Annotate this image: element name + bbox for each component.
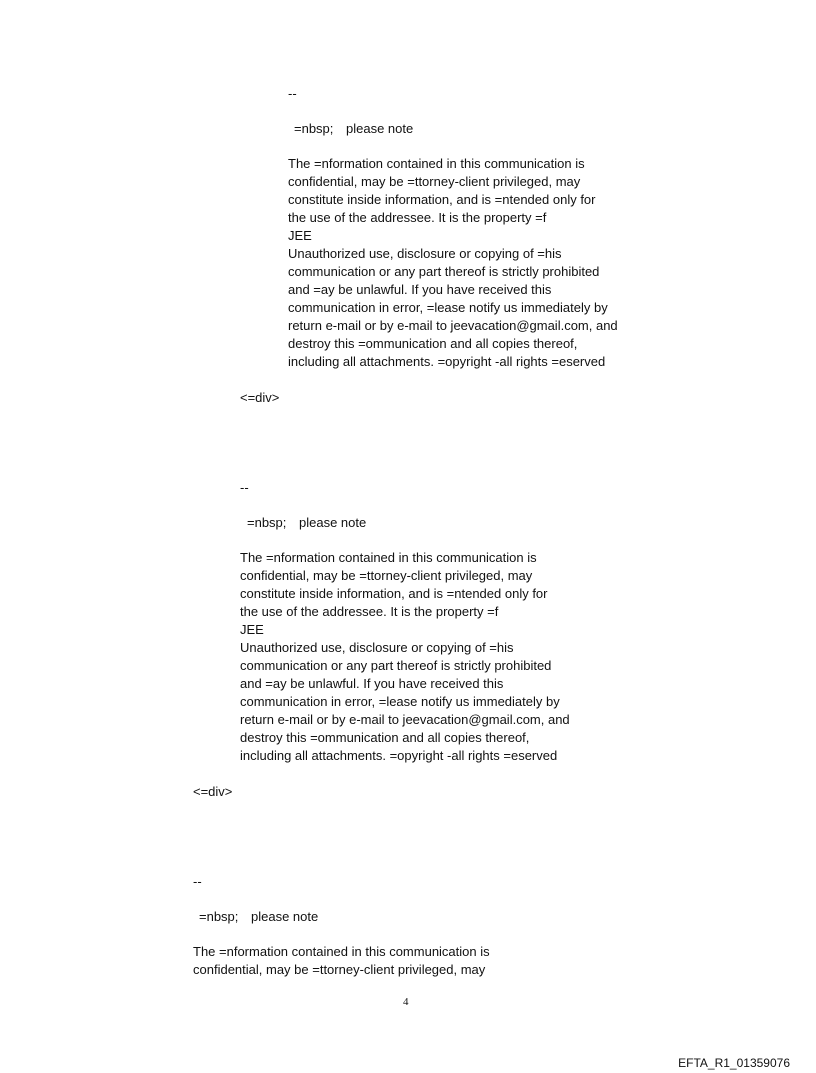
para-line: and =ay be unlawful. If you have received this (240, 676, 504, 691)
para-line: the use of the addressee. It is the property =f (240, 604, 499, 619)
nbsp-entity: =nbsp; (294, 121, 334, 136)
note-heading-3 (199, 909, 318, 924)
para-line: Unauthorized use, disclosure or copying of =his (240, 640, 514, 655)
note-label: please note (346, 121, 414, 136)
para-line: and =ay be unlawful. If you have received this (288, 282, 552, 297)
para-line: destroy this =ommunication and all copies thereof, (288, 336, 578, 351)
nbsp-entity: =nbsp; (247, 515, 287, 530)
note-label: please note (251, 909, 319, 924)
para-line: confidential, may be =ttorney-client privileged, may (240, 568, 533, 583)
para-line: return e-mail or by e-mail to jeevacation@gmail.com, and (240, 712, 570, 727)
div-tag-1: <=div> (240, 390, 280, 405)
div-tag-2: <=div> (193, 784, 233, 799)
confidentiality-paragraph-1 (288, 155, 618, 371)
separator-1: -- (288, 86, 297, 101)
para-line: communication or any part thereof is strictly prohibited (288, 264, 600, 279)
para-line: communication in error, =lease notify us immediately by (240, 694, 560, 709)
para-line: destroy this =ommunication and all copies thereof, (240, 730, 530, 745)
para-line: communication in error, =lease notify us immediately by (288, 300, 608, 315)
para-line: JEE (240, 622, 264, 637)
nbsp-entity: =nbsp; (199, 909, 239, 924)
document-id: EFTA_R1_01359076 (678, 1056, 790, 1070)
para-line: The =nformation contained in this communication is (193, 944, 490, 959)
para-line: including all attachments. =opyright -all rights =eserved (288, 354, 606, 369)
para-line: return e-mail or by e-mail to jeevacation@gmail.com, and (288, 318, 618, 333)
para-line: confidential, may be =ttorney-client privileged, may (288, 174, 581, 189)
separator-3: -- (193, 874, 202, 889)
para-line: constitute inside information, and is =ntended only for (240, 586, 548, 601)
para-line: communication or any part thereof is strictly prohibited (240, 658, 552, 673)
para-line: Unauthorized use, disclosure or copying of =his (288, 246, 562, 261)
para-line: The =nformation contained in this communication is (240, 550, 537, 565)
para-line: including all attachments. =opyright -all rights =eserved (240, 748, 558, 763)
page-number: 4 (403, 996, 409, 1008)
para-line: the use of the addressee. It is the property =f (288, 210, 547, 225)
para-line: confidential, may be =ttorney-client privileged, may (193, 962, 486, 977)
note-label: please note (299, 515, 367, 530)
note-heading-2 (247, 515, 366, 530)
note-heading-1 (294, 121, 413, 136)
confidentiality-paragraph-2 (240, 549, 570, 765)
separator-2: -- (240, 480, 249, 495)
confidentiality-paragraph-3 (193, 943, 490, 979)
para-line: constitute inside information, and is =ntended only for (288, 192, 596, 207)
para-line: The =nformation contained in this communication is (288, 156, 585, 171)
para-line: JEE (288, 228, 312, 243)
